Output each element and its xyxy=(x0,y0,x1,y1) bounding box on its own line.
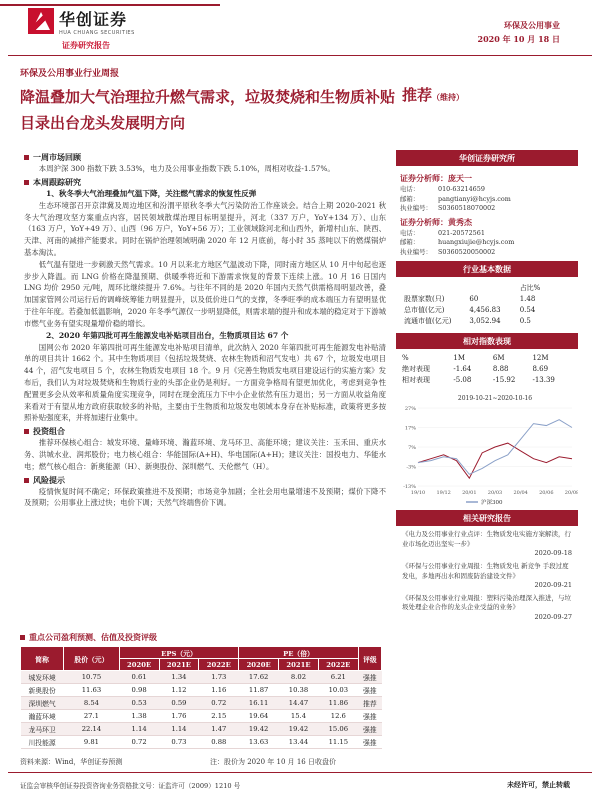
table-cell: 强推 xyxy=(358,710,381,723)
table-cell: 11.15 xyxy=(318,736,358,749)
table-row: 流通市值(亿元) 3,052.94 0.5 xyxy=(404,317,531,326)
related-date: 2020-09-18 xyxy=(534,549,572,558)
institute-heading: 华创证券研究所 xyxy=(396,150,578,166)
analyst-info xyxy=(396,166,578,261)
table-cell: 深圳燃气 xyxy=(21,697,64,710)
table-cell: 1.47 xyxy=(199,723,239,736)
table-cell: 强推 xyxy=(358,671,381,684)
table-cell: 10.03 xyxy=(318,684,358,697)
section-heading: 一周市场回顾 xyxy=(24,152,386,163)
table-cell: 城发环境 xyxy=(21,671,64,684)
table-cell: 1.14 xyxy=(159,723,199,736)
table-cell: 1.12 xyxy=(159,684,199,697)
index-heading: 相对指数表现 xyxy=(396,333,578,349)
table-cell: 0.53 xyxy=(119,697,159,710)
section-heading: 风险提示 xyxy=(24,475,386,486)
table-row: % 1M 6M 12M xyxy=(402,354,549,363)
paragraph: 推荐环保核心组合：城发环境、量峰环境、瀚蓝环境、龙马环卫、高能环境；建议关注：玉禾田、重庆水务、洪城水业、润邦股份；电力核心组合：华能国际(A+H)、华电国际(A+H)；建议关注：国投电力、华能水电；燃气核心组合：新奥能源（H）、新奥股份、深圳燃气、天伦燃气（H）。 xyxy=(24,438,386,471)
table-row xyxy=(21,697,382,710)
y-tick-label: 27% xyxy=(404,406,416,413)
table-cell: 1.73 xyxy=(199,671,239,684)
table-cell: 0.59 xyxy=(159,697,199,710)
table-cell: 10.38 xyxy=(279,684,319,697)
contact-row: 执业编号： S0360520050002 xyxy=(400,247,496,256)
table-row: 绝对表现 -1.64 8.88 8.69 xyxy=(402,365,549,374)
related-report[interactable]: 《环保及公用事业行业周报：塑料污染治理深入推进，与垃圾处理企业合作的龙头企业受益的业务》 xyxy=(402,593,571,612)
related-report[interactable]: 《环保与公用事业行业周报：生物质发电 新竞争 手段过度发电，多地再出水和固废防治建设文件》 xyxy=(402,562,569,580)
contact-row: 邮箱： pangtianyi@hcyjs.com xyxy=(400,194,511,203)
y-tick-label: 17% xyxy=(404,425,416,432)
table-row: 总市值(亿元) 4,456.83 0.54 xyxy=(404,306,536,315)
table-cell: 6.21 xyxy=(318,671,358,684)
table-row: 相对表现 -5.08 -15.92 -13.39 xyxy=(402,376,555,385)
source-note: 资料来源：Wind，华创证券预测 xyxy=(20,758,123,766)
x-tick-label: 20/04 xyxy=(513,490,528,497)
logo-cn: 华创证券 xyxy=(59,9,128,29)
related-heading: 相关研究报告 xyxy=(396,510,578,526)
y-tick-label: -13% xyxy=(403,484,416,491)
table-row xyxy=(21,710,382,723)
table-cell: 16.11 xyxy=(239,697,279,710)
disclaimer: 未经许可，禁止转载 xyxy=(507,780,570,789)
table-cell: 27.1 xyxy=(64,710,120,723)
table-cell: 1.76 xyxy=(159,710,199,723)
table-cell: 8.02 xyxy=(279,671,319,684)
table-cell: 14.47 xyxy=(279,697,319,710)
header-sector: 环保及公用事业 xyxy=(504,20,560,30)
logo-en: HUA CHUANG SECURITIES xyxy=(59,29,135,36)
rating-note: （维持） xyxy=(432,93,465,102)
analyst-name: 证券分析师：黄秀杰 xyxy=(400,216,472,227)
table-row: 股票家数(只) 60 1.48 xyxy=(404,295,536,304)
main-body xyxy=(24,150,386,509)
table-cell: 11.63 xyxy=(64,684,120,697)
table-header-row: 2020E 2021E 2022E 2020E 2021E 2022E xyxy=(21,659,382,671)
table-cell: 13.44 xyxy=(279,736,319,749)
table-cell: 11.86 xyxy=(318,697,358,710)
table-cell: 1.14 xyxy=(119,723,159,736)
index-table xyxy=(396,349,578,390)
table-cell: 新奥股份 xyxy=(21,684,64,697)
table-cell: 12.6 xyxy=(318,710,358,723)
contact-row: 邮箱： huangxiujie@hcyjs.com xyxy=(400,238,515,247)
x-tick-label: 19/12 xyxy=(436,490,451,497)
company-logo xyxy=(28,6,158,36)
subheading: 1、秋冬季大气治理叠加气温下降，关注燃气需求的恢复性反弹 xyxy=(46,188,257,198)
chart-title: 2019-10-21~2020-10-16 xyxy=(457,395,533,403)
table-cell: 强推 xyxy=(358,684,381,697)
logo-mark-icon xyxy=(28,8,54,34)
table-cell: 19.42 xyxy=(239,723,279,736)
contact-row: 电话： 010-63214659 xyxy=(400,185,485,194)
table-cell: 8.54 xyxy=(64,697,120,710)
table-cell: 0.98 xyxy=(119,684,159,697)
table-cell: 22.14 xyxy=(64,723,120,736)
y-tick-label: -3% xyxy=(406,464,416,471)
table-row xyxy=(21,736,382,749)
header-divider xyxy=(8,55,592,56)
paragraph: 疫情恢复时间不确定；环保政策推进不及预期；市场竞争加剧；全社会用电量增速不及预期；煤价下降不及预期；公用事业上涨过快；电价下调；天然气终端售价下调。 xyxy=(24,486,386,508)
contact-row: 电话： 021-20572561 xyxy=(400,229,485,238)
section-heading: 本周跟踪研究 xyxy=(24,177,386,188)
footer-divider xyxy=(8,772,592,773)
square-bullet-icon xyxy=(24,180,29,185)
y-tick-label: 7% xyxy=(408,445,416,452)
paragraph: 本周沪深 300 指数下跌 3.53%，电力及公用事业指数下跌 5.10%，周相对收益-1.57%。 xyxy=(38,164,335,173)
license-note: 证监会审核华创证券投资咨询业务资格批文号：证监许可（2009）1210 号 xyxy=(20,782,241,790)
section-heading: 投资组合 xyxy=(24,426,386,437)
table-header-row: 简称 股价（元） EPS（元） PE（倍） 评级 xyxy=(21,647,382,659)
table-cell: 9.81 xyxy=(64,736,120,749)
x-tick-label: 20/01 xyxy=(462,490,477,497)
square-bullet-icon xyxy=(24,155,29,160)
square-bullet-icon xyxy=(24,429,29,434)
table-cell: 13.63 xyxy=(239,736,279,749)
table-cell: 1.16 xyxy=(199,684,239,697)
table-row: 占比% xyxy=(519,284,541,293)
related-reports xyxy=(396,526,578,629)
report-category: 环保及公用事业行业周报 xyxy=(20,69,120,79)
square-bullet-icon xyxy=(20,635,25,640)
page-title: 降温叠加大气治理拉升燃气需求，垃圾焚烧和生物质补贴目录出台龙头发展明方向 xyxy=(20,88,396,132)
rating-label: 推荐 xyxy=(402,86,433,104)
table-cell: 0.73 xyxy=(159,736,199,749)
contact-row: 执业编号： S0360518070002 xyxy=(400,204,496,213)
paragraph: 低气温有望进一步刺激天然气需求。10 月以来北方地区气温波动下降，同时南方地区从 10 月中旬起也逐步步入降温。而 LNG 价格在降温预期、供暖季将近和下游需求恢复的背景下连续上涨。10 月 16 日国内 LNG 均价 2950 元/吨，周环比继续提升 7.6%。与往年不同的是 2020 年国内天然气供需格局明显改善，叠加国家管网公司运行后的调峰统筹能力明显提升，以及低价进口气的支撑，冬季旺季的成本端压力有望明显优于往年年度。若叠加低温影响，2020 年冬季气源仅一步明显降低，则需求端的提升和成本端的稳定对于下游城市燃气业务有望实现量增价稳的增长。 xyxy=(24,259,386,328)
x-tick-label: 19/10 xyxy=(410,490,426,497)
table-cell: 19.42 xyxy=(279,723,319,736)
related-date: 2020-09-27 xyxy=(534,613,572,621)
table-cell: 0.61 xyxy=(119,671,159,684)
paragraph: 生态环境部召开京津冀及周边地区和汾渭平原秋冬季大气污染防治工作座谈会。结合上期 2020-2021 秋冬大气治理攻坚方案重点内容，居民领域散煤治理目标明显提升，河北（337 万户，YoY+134 万）、山东（163 万户，YoY+49 万）、山西（96 万户，YoY+56 万）；工业领域除河北和山西外，新增村山东、陕西、天津、河南的减排产能要求。同时在锅炉治理领域明确 2020 年 12 月底前，每小时 35 蒸吨以下的燃煤锅炉基本淘汰。 xyxy=(24,200,386,257)
paragraph: 国网公布 2020 年第四批可再生能源发电补贴项目清单，此次纳入 2020 年第四批可再生能源发电补贴清单的项目共计 1662 个。其中生物质项目（包括垃圾焚烧、农林生物质和沼气发电）共 67 个，垃圾发电项目 44 个，沼气发电项目 5 个，农林生物质发电项目 18 个。9 月《完善生物质发电项目建设运行的实施方案》发布后，我们认为对垃圾焚烧和生物质行业的头部企业仍是利好。一方面竞争格局有望更加优化，考虑到竞争性配置更多会从效率和质量角度实现竞争，同时在现金流压力下中小企业依然有压力退出；另一方面从收益角度来看对于有望从地方政府获取较多的补贴，主要由于生物质和垃圾发电领域本身存在补贴标准，政策将更多按照补贴强度来，并将加速行业集中。 xyxy=(24,342,386,423)
square-bullet-icon xyxy=(24,478,29,483)
table-cell: 川投能源 xyxy=(21,736,64,749)
header-date: 2020 年 10 月 18 日 xyxy=(477,34,560,44)
x-tick-label: 20/06 xyxy=(539,490,554,497)
x-tick-label: 20/08 xyxy=(564,490,578,497)
table-cell: 15.4 xyxy=(279,710,319,723)
table-cell: 17.62 xyxy=(239,671,279,684)
related-date: 2020-09-21 xyxy=(534,581,572,590)
line-chart xyxy=(396,390,578,510)
sidebar xyxy=(396,150,578,630)
table-cell: 11.87 xyxy=(239,684,279,697)
basic-data-table xyxy=(396,277,578,333)
basic-data-heading: 行业基本数据 xyxy=(396,261,578,277)
table-cell: 强推 xyxy=(358,736,381,749)
table-row xyxy=(21,723,382,736)
table-cell: 龙马环卫 xyxy=(21,723,64,736)
table-cell: 15.06 xyxy=(318,723,358,736)
report-tag: 证券研究报告 xyxy=(62,40,110,50)
analyst-name: 证券分析师：庞天一 xyxy=(400,173,472,183)
table-title: 重点公司盈利预测、估值及投资评级 xyxy=(20,632,157,643)
table-cell: 2.15 xyxy=(199,710,239,723)
table-cell: 0.88 xyxy=(199,736,239,749)
rating xyxy=(402,84,464,105)
table-cell: 1.38 xyxy=(119,710,159,723)
table-cell: 推荐 xyxy=(358,697,381,710)
table-row xyxy=(21,684,382,697)
price-note: 注：股价为 2020 年 10 月 16 日收盘价 xyxy=(210,758,336,766)
table-cell: 0.72 xyxy=(199,697,239,710)
table-cell: 1.34 xyxy=(159,671,199,684)
table-cell: 0.72 xyxy=(119,736,159,749)
legend-label: 沪深300 xyxy=(481,500,503,507)
table-cell: 10.75 xyxy=(64,671,120,684)
forecast-table xyxy=(20,646,382,749)
table-cell: 瀚蓝环境 xyxy=(21,710,64,723)
table-cell: 19.64 xyxy=(239,710,279,723)
x-tick-label: 20/03 xyxy=(487,490,503,497)
table-cell: 强推 xyxy=(358,723,381,736)
related-report[interactable]: 《电力及公用事业行业点评：生物质发电实施方案解读，行业市场化迈出坚实一步》 xyxy=(402,530,571,548)
subheading: 2、2020 年第四批可再生能源发电补贴项目出台，生物质项目达 67 个 xyxy=(46,330,289,340)
table-row xyxy=(21,671,382,684)
index-chart xyxy=(396,390,578,510)
page-header xyxy=(0,0,600,60)
